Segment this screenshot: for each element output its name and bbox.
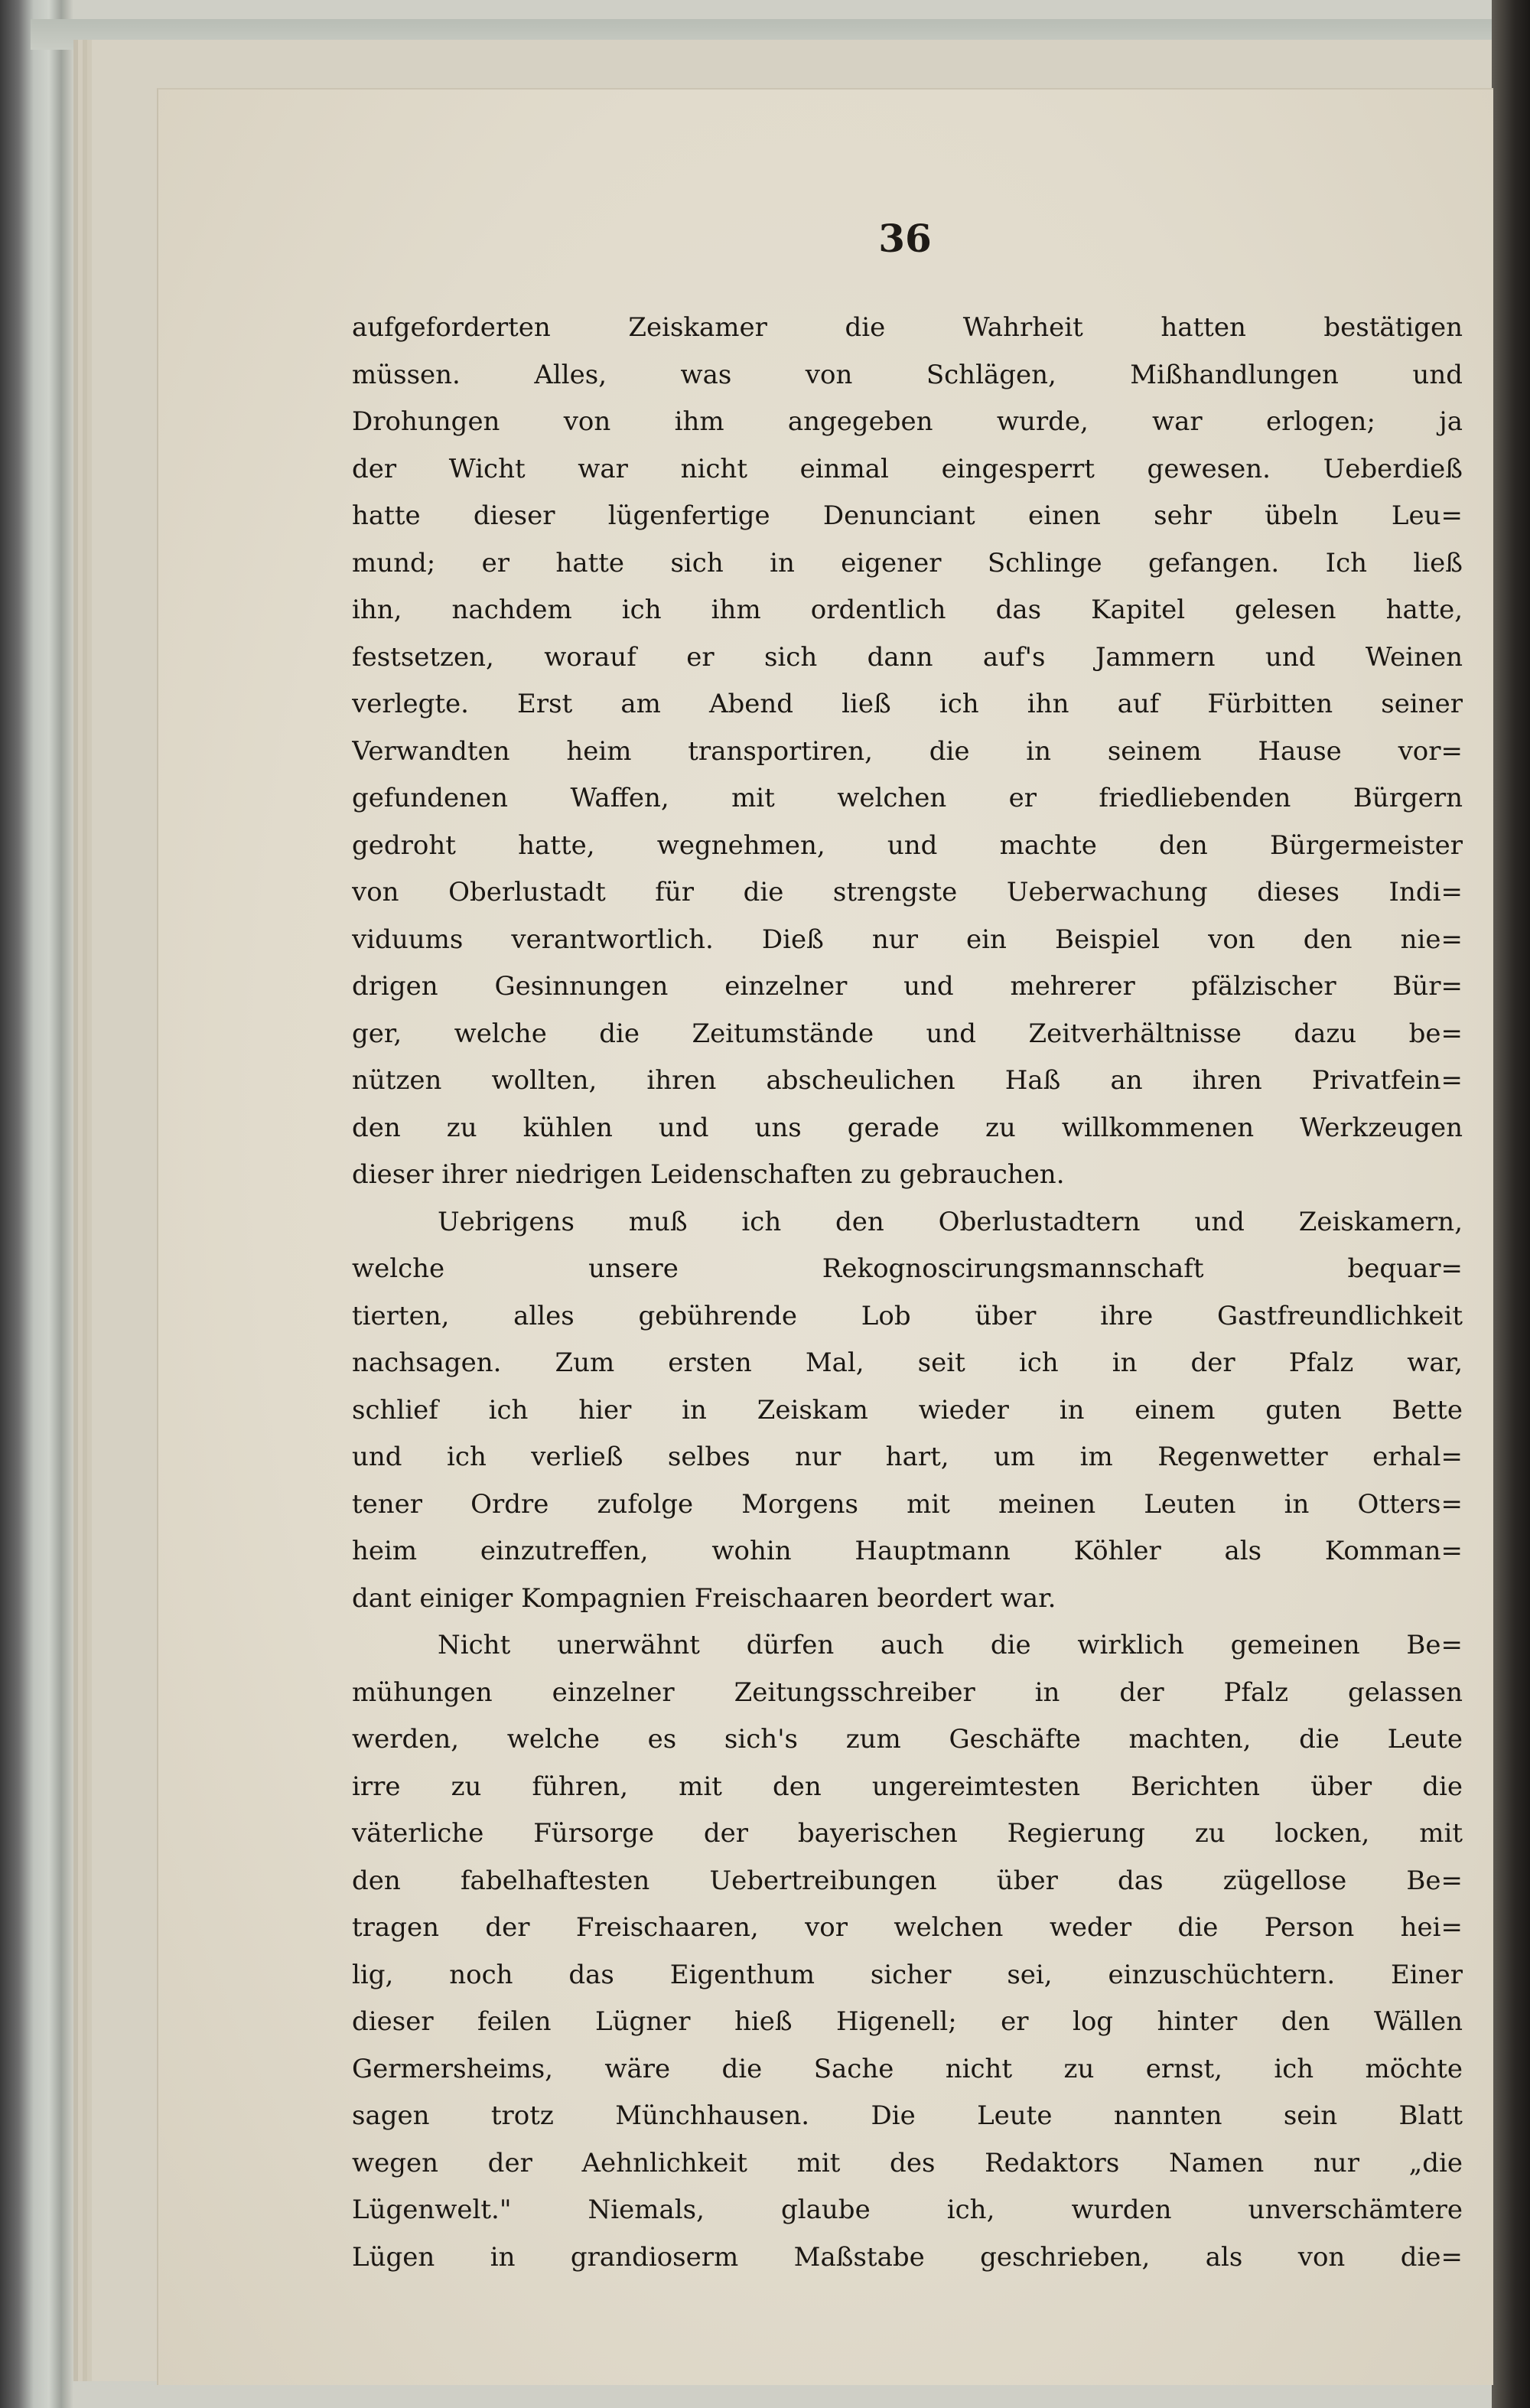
text-line: viduums verantwortlich. Dieß nur ein Beispiel von den nie= [352, 924, 1463, 955]
text-line: gedroht hatte, wegnehmen, und machte den Bürgermeister [352, 829, 1463, 861]
page-number: 36 [878, 216, 932, 261]
text-line: tener Ordre zufolge Morgens mit meinen Leuten in Otters= [352, 1488, 1463, 1520]
text-line: tragen der Freischaaren, vor welchen weder die Person hei= [352, 1912, 1463, 1943]
text-line: dieser ihrer niedrigen Leidenschaften zu gebrauchen. [352, 1159, 1065, 1190]
text-line: den zu kühlen und uns gerade zu willkommenen Werkzeugen [352, 1112, 1463, 1143]
text-line: dieser feilen Lügner hieß Higenell; er log hinter den Wällen [352, 2006, 1463, 2037]
book-spine-shadow [1492, 0, 1530, 2408]
text-line: Drohungen von ihm angegeben wurde, war erlogen; ja [352, 406, 1463, 437]
text-line: mund; er hatte sich in eigener Schlinge gefangen. Ich ließ [352, 547, 1463, 578]
text-line: ihn, nachdem ich ihm ordentlich das Kapitel gelesen hatte, [352, 595, 1463, 625]
text-line: tierten, alles gebührende Lob über ihre Gastfreundlichkeit [352, 1300, 1463, 1331]
text-line: Lügen in grandioserm Maßstabe geschrieben, als von die= [352, 2241, 1463, 2273]
text-line: Nicht unerwähnt dürfen auch die wirklich gemeinen Be= [438, 1630, 1463, 1660]
text-line: festsetzen, worauf er sich dann auf's Jammern und Weinen [352, 641, 1463, 673]
text-line: nützen wollten, ihren abscheulichen Haß an ihren Privatfein= [352, 1065, 1463, 1096]
text-line: hatte dieser lügenfertige Denunciant einen sehr übeln Leu= [352, 500, 1463, 531]
text-line: den fabelhaftesten Uebertreibungen über das zügellose Be= [352, 1865, 1463, 1896]
text-line: welche unsere Rekognoscirungsmannschaft bequar= [352, 1253, 1463, 1284]
text-line: der Wicht war nicht einmal eingesperrt gewesen. Ueberdieß [352, 453, 1463, 484]
text-line: Germersheims, wäre die Sache nicht zu ernst, ich möchte [352, 2053, 1463, 2084]
text-line: Lügenwelt." Niemals, glaube ich, wurden unverschämtere [352, 2195, 1463, 2225]
text-line: mühungen einzelner Zeitungsschreiber in der Pfalz gelassen [352, 1676, 1463, 1708]
text-line: und ich verließ selbes nur hart, um im Regenwetter erhal= [352, 1442, 1463, 1472]
text-line: väterliche Fürsorge der bayerischen Regierung zu locken, mit [352, 1818, 1463, 1849]
text-line: werden, welche es sich's zum Geschäfte machten, die Leute [352, 1724, 1463, 1755]
text-line: verlegte. Erst am Abend ließ ich ihn auf Fürbitten seiner [352, 689, 1463, 719]
text-line: von Oberlustadt für die strengste Ueberwachung dieses Indi= [352, 877, 1463, 907]
text-line: müssen. Alles, was von Schlägen, Mißhandlungen und [352, 359, 1463, 390]
text-line: lig, noch das Eigenthum sicher sei, einzuschüchtern. Einer [352, 1959, 1463, 1990]
text-line: Uebrigens muß ich den Oberlustadtern und Zeiskamern, [438, 1206, 1463, 1237]
text-line: nachsagen. Zum ersten Mal, seit ich in der Pfalz war, [352, 1347, 1463, 1378]
text-line: sagen trotz Münchhausen. Die Leute nannten sein Blatt [352, 2100, 1463, 2131]
text-line: drigen Gesinnungen einzelner und mehrerer pfälzischer Bür= [352, 971, 1463, 1002]
text-line: heim einzutreffen, wohin Hauptmann Köhler als Komman= [352, 1536, 1463, 1566]
text-line: dant einiger Kompagnien Freischaaren beordert war. [352, 1582, 1056, 1614]
text-line: wegen der Aehnlichkeit mit des Redaktors Namen nur „die [352, 2147, 1463, 2178]
text-line: aufgeforderten Zeiskamer die Wahrheit hatten bestätigen [352, 312, 1463, 343]
body-text [352, 305, 1463, 2281]
text-line: gefundenen Waffen, mit welchen er friedliebenden Bürgern [352, 783, 1463, 813]
text-line: Verwandten heim transportiren, die in seinem Hause vor= [352, 735, 1463, 767]
text-line: ger, welche die Zeitumstände und Zeitverhältnisse dazu be= [352, 1018, 1463, 1049]
text-line: irre zu führen, mit den ungereimtesten Berichten über die [352, 1771, 1463, 1802]
text-line: schlief ich hier in Zeiskam wieder in einem guten Bette [352, 1394, 1463, 1426]
